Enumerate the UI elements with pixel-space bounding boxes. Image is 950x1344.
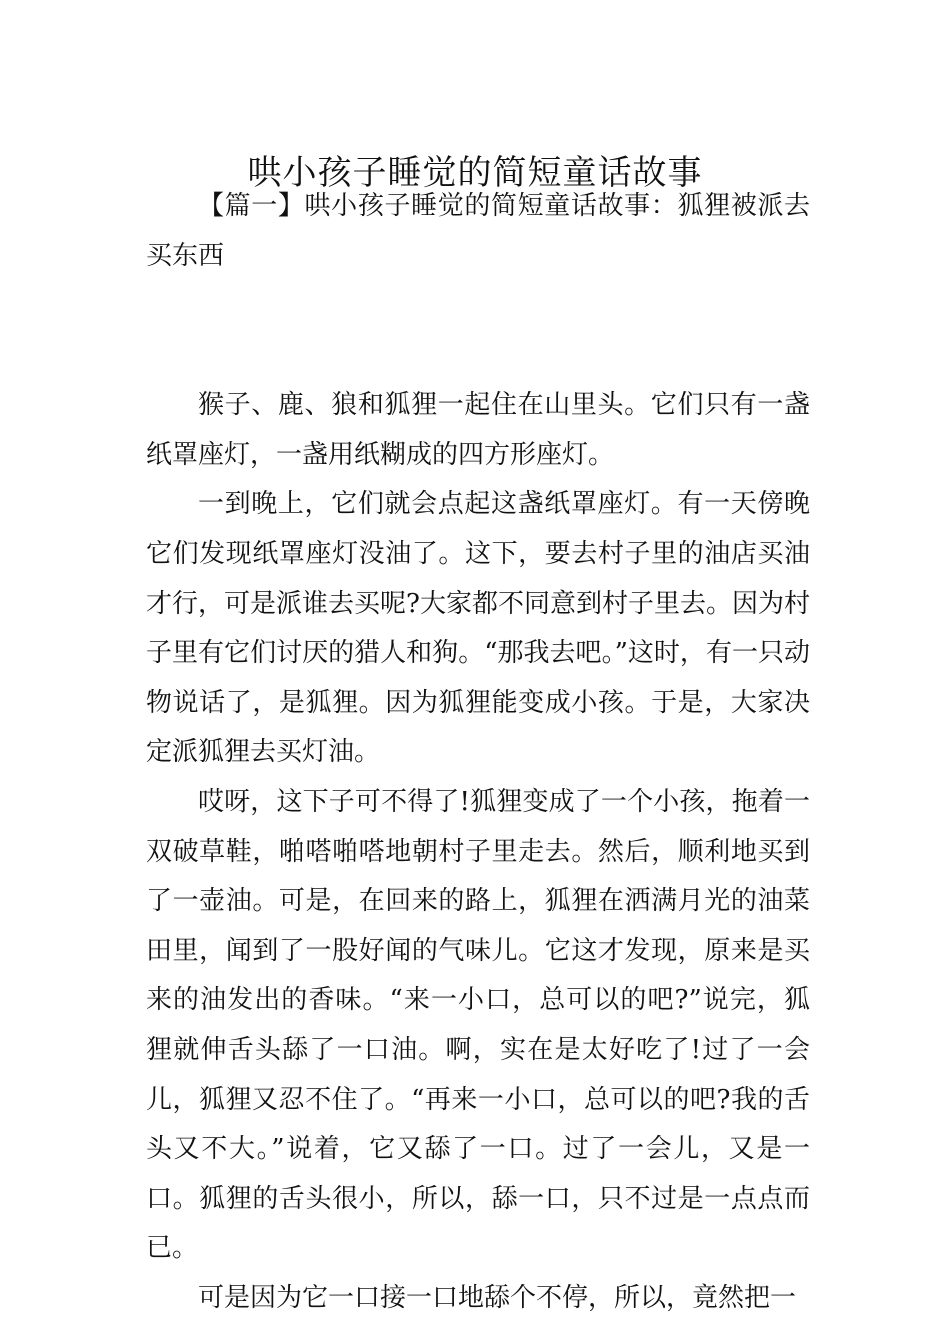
document-body xyxy=(146,182,810,1323)
paragraph-2: 一到晚上，它们就会点起这盏纸罩座灯。有一天傍晚它们发现纸罩座灯没油了。这下，要去村子里的油店买油才行，可是派谁去买呢?大家都不同意到村子里去。因为村子里有它们讨厌的猎人和狗。“那我去吧。”这时，有一只动物说话了，是狐狸。因为狐狸能变成小孩。于是，大家决定派狐狸去买灯油。 xyxy=(146,489,810,768)
paragraph-3: 哎呀，这下子可不得了!狐狸变成了一个小孩，拖着一双破草鞋，啪嗒啪嗒地朝村子里走去。然后，顺利地买到了一壶油。可是，在回来的路上，狐狸在洒满月光的油菜田里，闻到了一股好闻的气味儿。它这才发现，原来是买来的油发出的香味。“来一小口，总可以的吧?”说完，狐狸就伸舌头舔了一口油。啊，实在是太好吃了!过了一会儿，狐狸又忍不住了。“再来一小口，总可以的吧?我的舌头又不大。”说着，它又舔了一口。过了一会儿，又是一口。狐狸的舌头很小，所以，舔一口，只不过是一点点而已。 xyxy=(146,786,810,1264)
paragraph-1: 猴子、鹿、狼和狐狸一起住在山里头。它们只有一盏纸罩座灯，一盏用纸糊成的四方形座灯。 xyxy=(146,390,810,470)
page-title: 哄小孩子睡觉的简短童话故事 xyxy=(247,152,703,193)
paragraph-4: 可是因为它一口接一口地舔个不停，所以，竟然把一 xyxy=(198,1282,797,1313)
section-heading: 【篇一】哄小孩子睡觉的简短童话故事：狐狸被派去买东西 xyxy=(146,191,810,271)
